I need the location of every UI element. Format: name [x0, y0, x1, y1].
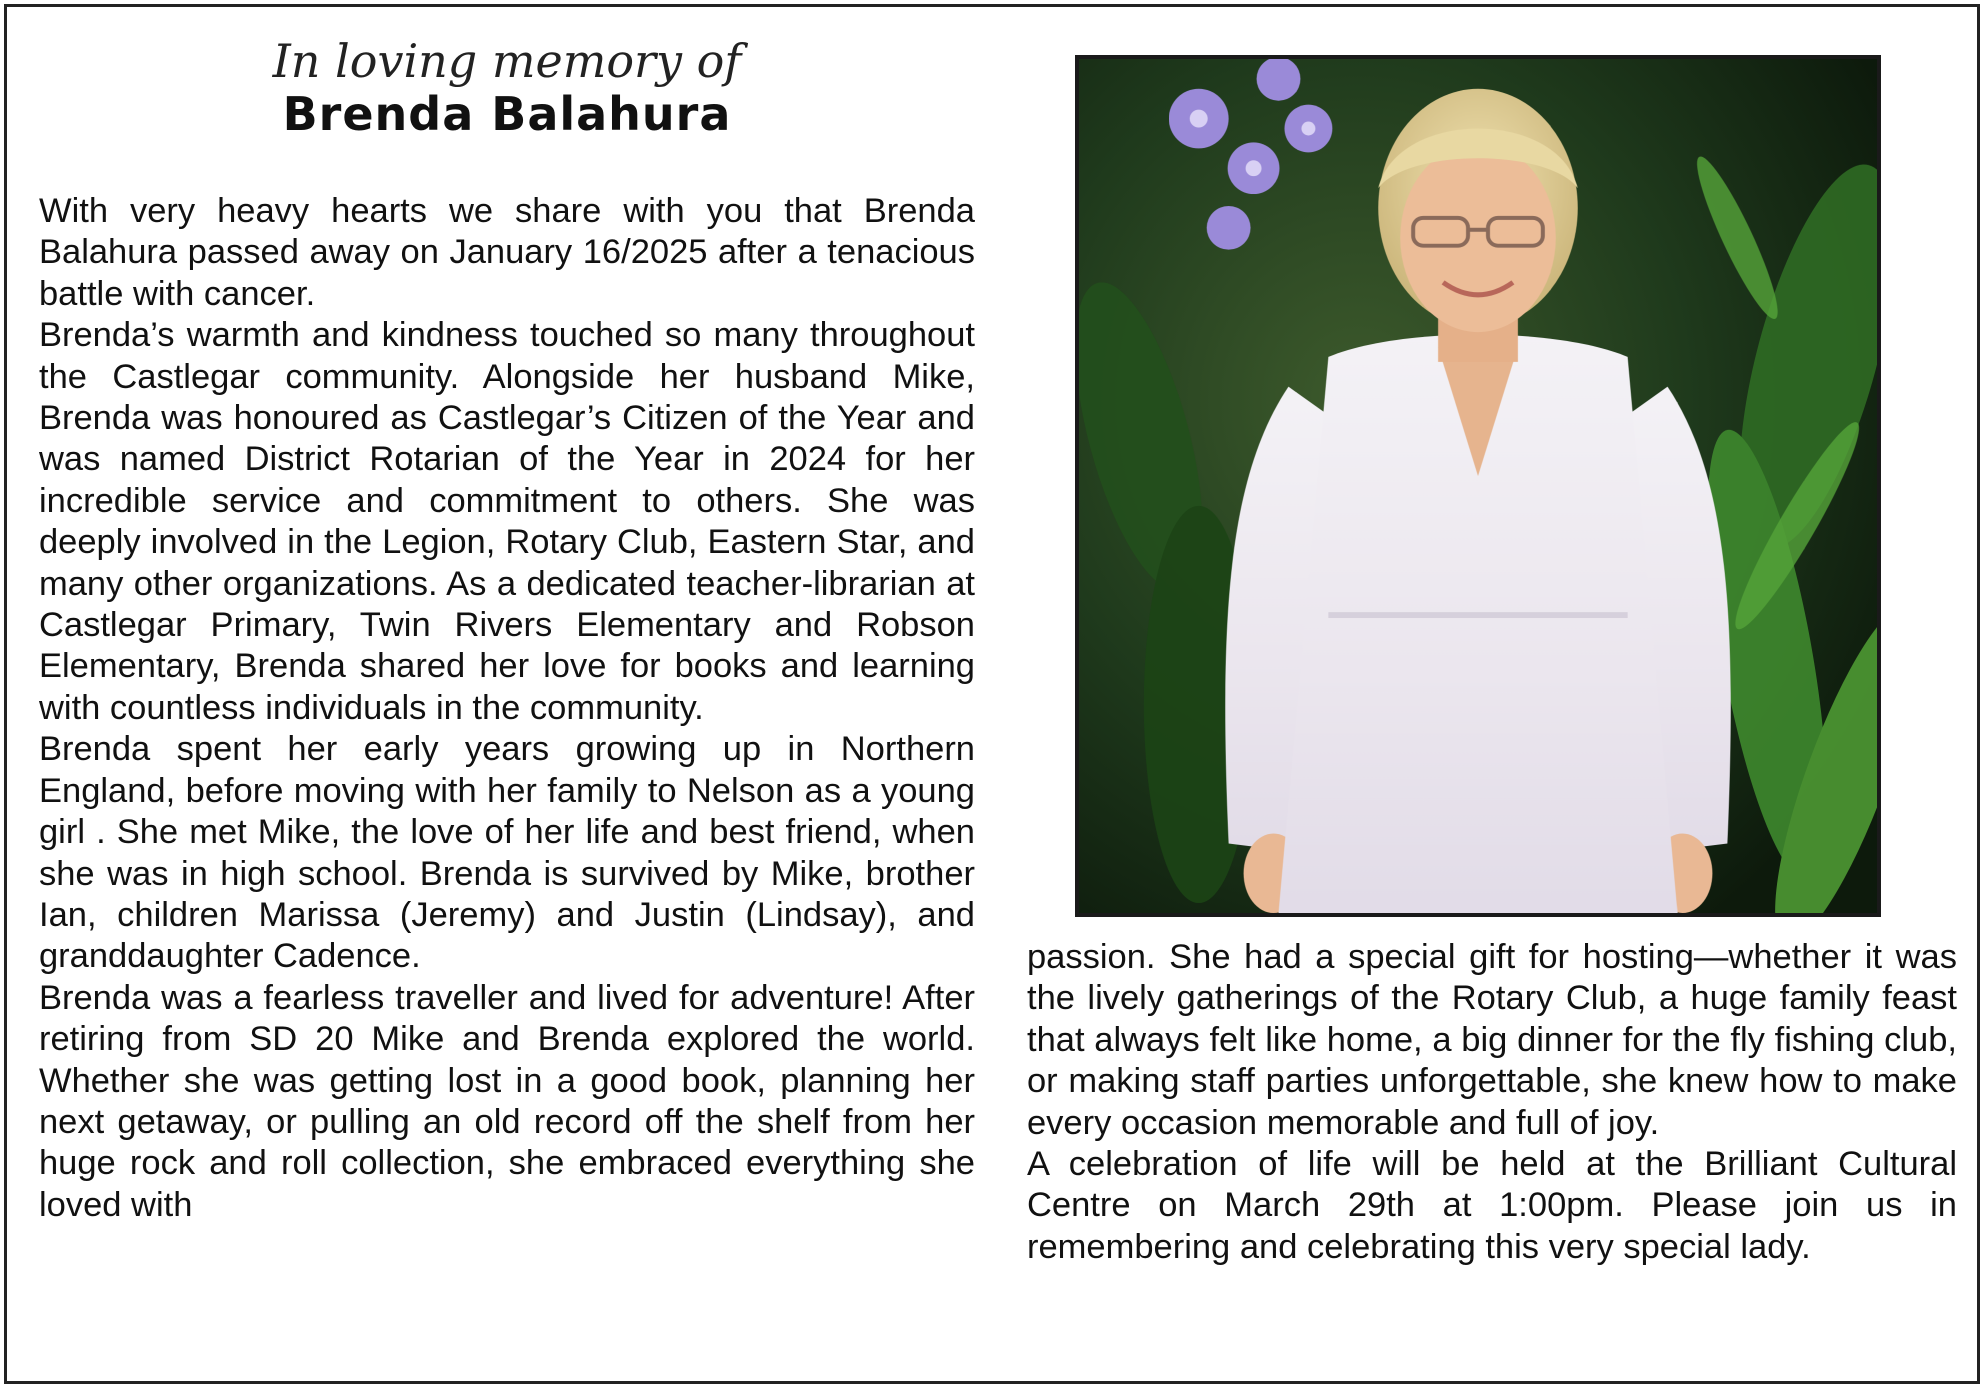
obituary-notice: [4, 4, 1980, 1384]
paragraph-celebration: A celebration of life will be held at the Brilliant Cultural Centre on March 29th at 1:00pm. Please join us in remembering and celebrating this very special lady.: [1027, 1145, 1957, 1266]
paragraph-hosting: passion. She had a special gift for hosting—whether it was the lively gatherings of the Rotary Club, a huge family feast that always felt like home, a big dinner for the fly fishing club, or making staff parties unforgettable, she knew how to make every occasion memorable and full of joy.: [1027, 938, 1957, 1142]
memorial-subtitle: In loving memory of: [272, 34, 742, 88]
obituary-text-right-column: [1027, 937, 1957, 1268]
paragraph-early-life: Brenda spent her early years growing up in Northern England, before moving with her family to Nelson as a young girl . She met Mike, the love of her life and best friend, when she was in high school. Brenda is survived by Mike, brother Ian, children Marissa (Jeremy) and Justin (Lindsay), and granddaughter Cadence.: [39, 730, 975, 976]
obituary-header: [37, 35, 977, 141]
portrait-illustration: [1079, 59, 1877, 913]
paragraph-community: Brenda’s warmth and kindness touched so many throughout the Castlegar community. Alongside her husband Mike, Brenda was honoured as Castlegar’s Citizen of the Year and was named District Rotarian of the Year in 2024 for her incredible service and commitment to others. She was deeply involved in the Legion, Rotary Club, Eastern Star, and many other organizations. As a dedicated teacher-librarian at Castlegar Primary, Twin Rivers Elementary and Robson Elementary, Brenda shared her love for books and learning with countless individuals in the community.: [39, 316, 975, 727]
paragraph-travel: Brenda was a fearless traveller and lived for adventure! After retiring from SD 20 Mike and Brenda explored the world. Whether she was getting lost in a good book, planning her next getaway, or pulling an old record off the shelf from her huge rock and roll collection, she embraced everything she loved with: [39, 978, 975, 1224]
paragraph-passing: With very heavy hearts we share with you that Brenda Balahura passed away on January 16/2025 after a tenacious battle with cancer.: [39, 192, 975, 313]
obituary-text-left-column: [39, 191, 975, 1226]
deceased-name: Brenda Balahura: [282, 86, 732, 141]
portrait-photo: [1075, 55, 1881, 917]
